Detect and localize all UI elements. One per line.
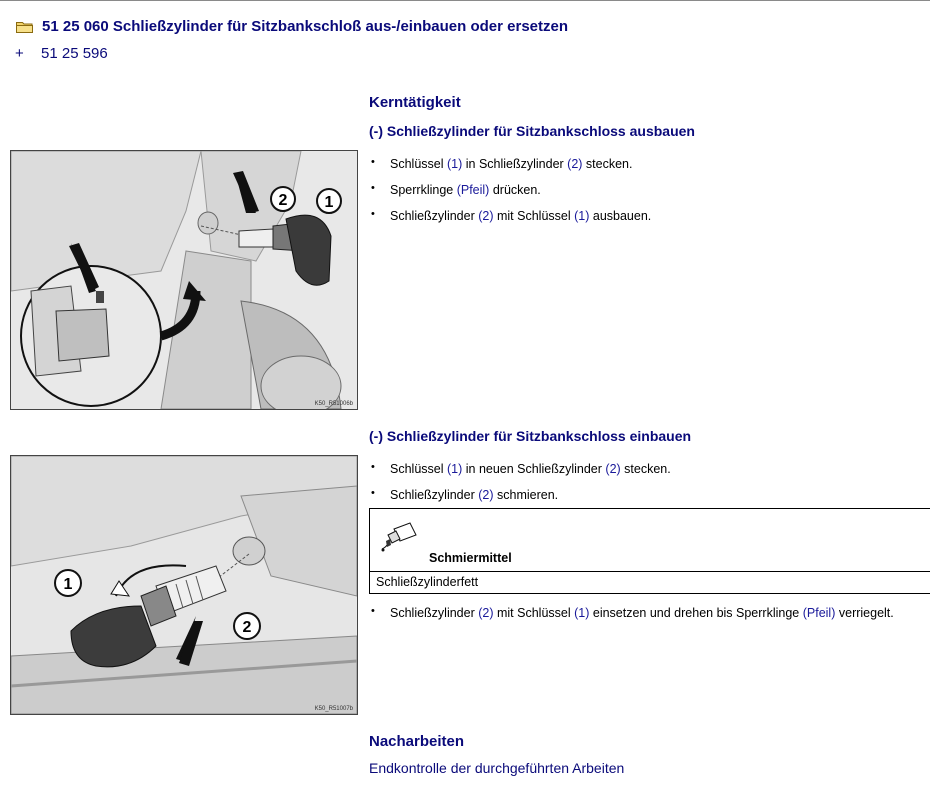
callout-1: 1 xyxy=(324,194,334,211)
install-steps xyxy=(370,461,671,513)
top-divider xyxy=(0,0,930,1)
callout-2: 2 xyxy=(242,619,252,636)
removal-heading: (-) Schließzylinder für Sitzbankschloss ausbauen xyxy=(369,123,695,139)
list-item: • Schließzylinder (2) mit Schlüssel (1) einsetzen und drehen bis Sperrklinge (Pfeil) verriegelt. xyxy=(370,605,894,631)
callout-1: 1 xyxy=(63,576,73,593)
list-item: • Schließzylinder (2) schmieren. xyxy=(370,487,671,513)
section-heading-core: Kerntätigkeit xyxy=(369,94,461,111)
figure-code: K50_R51007b xyxy=(314,706,353,712)
expand-plus-icon[interactable]: + xyxy=(15,45,24,62)
removal-steps xyxy=(370,156,651,234)
lubricant-header xyxy=(370,509,930,572)
install-heading: (-) Schließzylinder für Sitzbankschloss einbauen xyxy=(369,428,692,444)
install-figure xyxy=(10,455,358,715)
followup-heading: Nacharbeiten xyxy=(369,733,465,750)
document-title: 51 25 060 Schließzylinder für Sitzbankschloß aus-/einbauen oder ersetzen xyxy=(42,18,569,35)
callout-2: 2 xyxy=(278,192,288,209)
document-header xyxy=(16,18,568,35)
lubricant-value: Schließzylinderfett xyxy=(370,572,930,594)
related-code[interactable]: 51 25 596 xyxy=(41,45,108,62)
list-item: • Sperrklinge (Pfeil) drücken. xyxy=(370,182,651,208)
removal-figure xyxy=(10,150,358,410)
folder-icon[interactable] xyxy=(16,20,33,33)
lubricant-table xyxy=(369,508,930,594)
grease-tube-icon xyxy=(380,521,420,553)
install-final-step xyxy=(370,605,894,631)
figure-code: K50_R51006b xyxy=(314,401,353,407)
list-item: • Schlüssel (1) in Schließzylinder (2) stecken. xyxy=(370,156,651,182)
list-item: • Schlüssel (1) in neuen Schließzylinder (2) stecken. xyxy=(370,461,671,487)
related-item[interactable] xyxy=(15,45,108,62)
lubricant-label: Schmiermittel xyxy=(429,551,512,565)
list-item: • Schließzylinder (2) mit Schlüssel (1) ausbauen. xyxy=(370,208,651,234)
final-check-link[interactable]: Endkontrolle der durchgeführten Arbeiten xyxy=(369,760,625,776)
